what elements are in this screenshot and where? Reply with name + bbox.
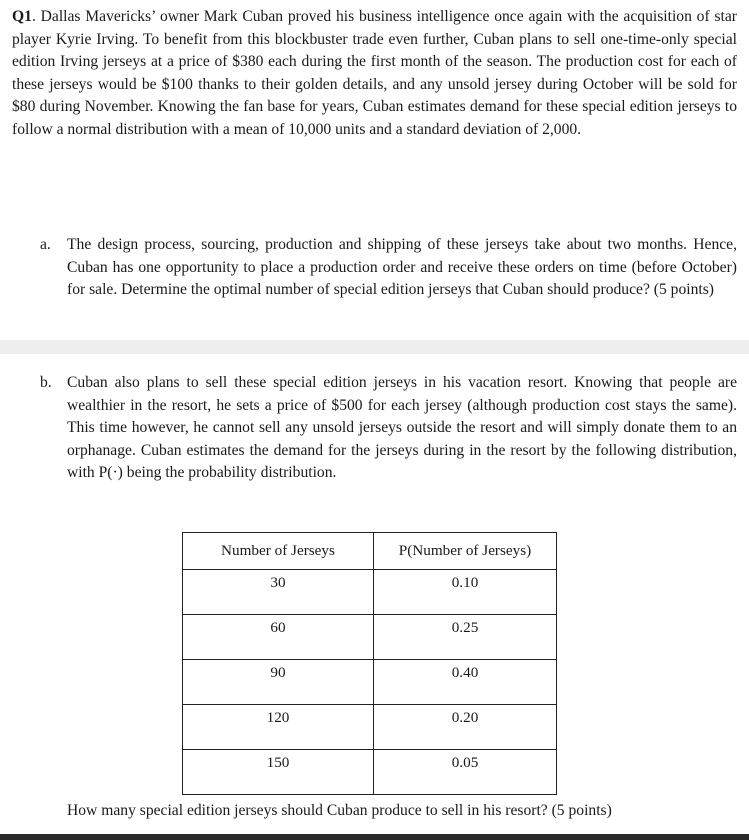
table-row [183, 570, 557, 615]
jerseys-cell: 90 [183, 660, 374, 705]
part-b-marker: b. [40, 374, 52, 391]
question-text [12, 6, 737, 142]
jerseys-cell: 30 [183, 570, 374, 615]
page-separator [0, 340, 749, 354]
probability-cell: 0.40 [374, 660, 557, 705]
demand-distribution-table [182, 532, 557, 795]
probability-cell: 0.05 [374, 750, 557, 795]
probability-cell: 0.10 [374, 570, 557, 615]
table-row [183, 660, 557, 705]
part-a [40, 234, 737, 302]
table-row [183, 750, 557, 795]
part-a-text: The design process, sourcing, production and shipping of these jerseys take about two months. Hence, Cuban has one opportunity to place a production order and receive these orders on time (before October) for sale. Determine the optimal number of special edition jerseys that Cuban should produce? (5 points) [67, 236, 737, 299]
question-body: . Dallas Mavericks’ owner Mark Cuban proved his business intelligence once again with the acquisition of star player Kyrie Irving. To benefit from this blockbuster trade even further, Cuban plans to sell one-time-only special edition Irving jerseys at a price of $380 each during the first month of the season. The production cost for each of these jerseys would be $100 thanks to their golden details, and any unsold jersey during October will be sold for $80 during November. Knowing the fan base for years, Cuban estimates demand for these special edition jerseys to follow a normal distribution with a mean of 10,000 units and a standard deviation of 2,000. [12, 8, 737, 138]
table-row [183, 615, 557, 660]
part-a-marker: a. [40, 236, 51, 253]
part-b-text: Cuban also plans to sell these special edition jerseys in his vacation resort. Knowing that people are wealthier in the resort, he sets a price of $500 for each jersey (although production cost stays the same). This time however, he cannot sell any unsold jerseys outside the resort and will simply donate them to an orphanage. Cuban estimates the demand for the jerseys during in the resort by the following distribution, with P(·) being the probability distribution. [67, 374, 737, 482]
probability-cell: 0.25 [374, 615, 557, 660]
question-label: Q1 [12, 8, 32, 25]
part-b [40, 372, 737, 485]
table-header-row [183, 533, 557, 570]
part-b-closing-question: How many special edition jerseys should Cuban produce to sell in his resort? (5 points) [67, 802, 612, 819]
bottom-border [0, 834, 749, 840]
header-probability: P(Number of Jerseys) [374, 533, 557, 570]
jerseys-cell: 60 [183, 615, 374, 660]
jerseys-cell: 120 [183, 705, 374, 750]
header-number-of-jerseys: Number of Jerseys [183, 533, 374, 570]
jerseys-cell: 150 [183, 750, 374, 795]
table-row [183, 705, 557, 750]
probability-cell: 0.20 [374, 705, 557, 750]
